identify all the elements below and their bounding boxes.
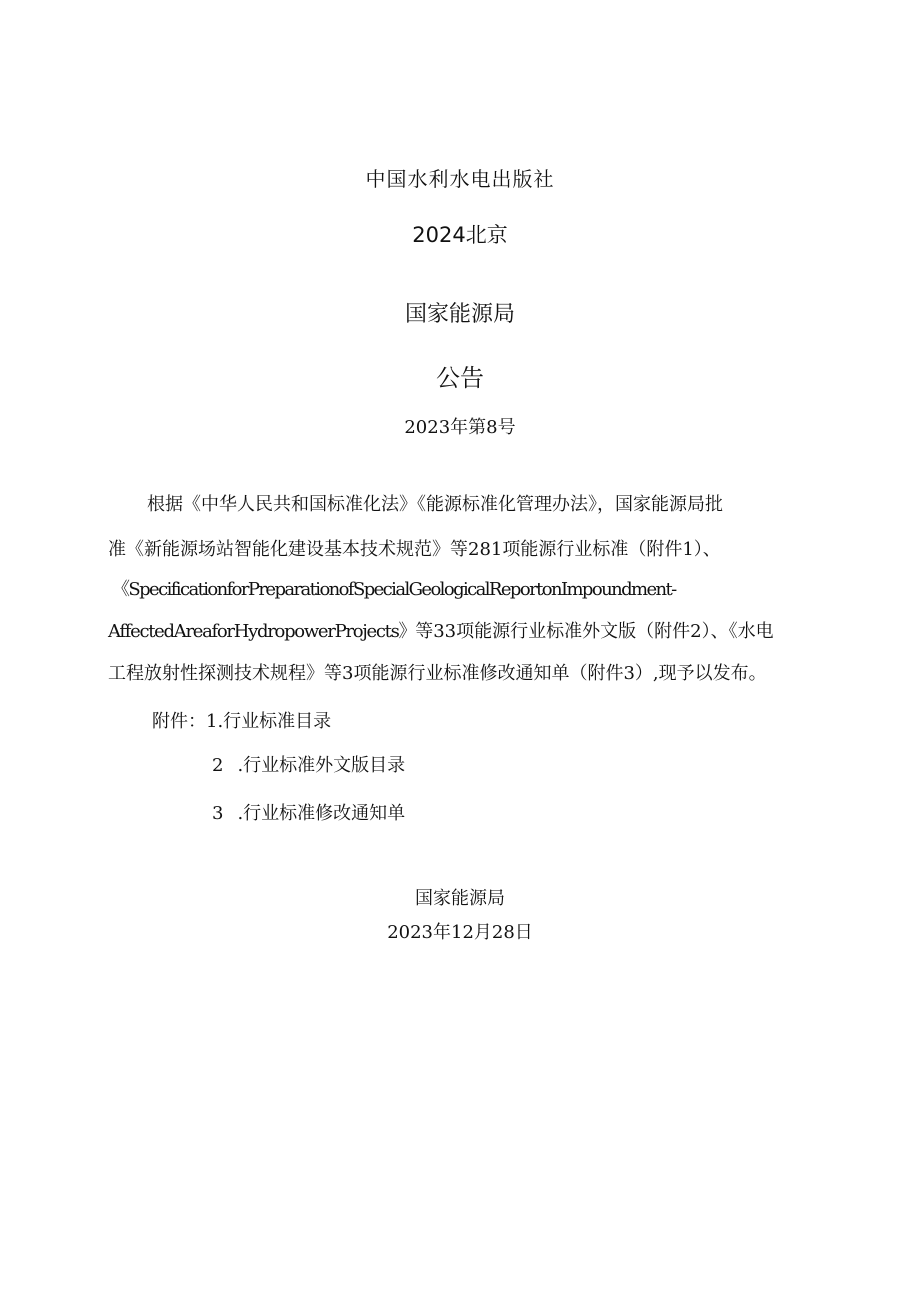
issuing-agency: 国家能源局 <box>404 302 515 327</box>
document-number: 2023年第8号 <box>404 417 516 438</box>
attachment-number: 2 <box>212 755 224 776</box>
publisher-name: 中国水利水电出版社 <box>365 167 555 191</box>
body-line-4-chinese: 等33项能源行业标准外文版（附件2）、《水电 <box>415 621 774 642</box>
attachment-item-3 <box>212 799 405 825</box>
attachment-number: 3 <box>212 803 224 824</box>
body-line-3: 《SpecificationforPreparationofSpecialGeologicalReportonImpoundment- <box>112 579 676 600</box>
signature-agency: 国家能源局 <box>415 888 505 909</box>
publication-year-city: 2024北京 <box>412 223 508 247</box>
body-line-1: 根据《中华人民共和国标准化法》《能源标准化管理办法》，国家能源局批 <box>147 494 723 515</box>
attachment-title: .行业标准外文版目录 <box>237 755 406 776</box>
attachment-item-2 <box>212 751 405 777</box>
attachment-item-1 <box>152 707 331 733</box>
body-line-5: 工程放射性探测技术规程》等3项能源行业标准修改通知单（附件3）,现予以发布。 <box>108 663 767 684</box>
attachment-title: .行业标准修改通知单 <box>237 803 406 824</box>
attachment-number: 1 <box>206 711 218 732</box>
attachment-title: .行业标准目录 <box>217 711 332 732</box>
document-type-title: 公告 <box>436 364 484 392</box>
body-line-4-english-title: AffectedAreaforHydropowerProjects》 <box>108 621 416 642</box>
body-line-2: 准《新能源场站智能化建设基本技术规范》等281项能源行业标准（附件1）、 <box>108 539 721 560</box>
body-line-4 <box>108 617 774 643</box>
signature-date: 2023年12月28日 <box>387 922 533 943</box>
attachments-label: 附件： <box>152 711 206 732</box>
